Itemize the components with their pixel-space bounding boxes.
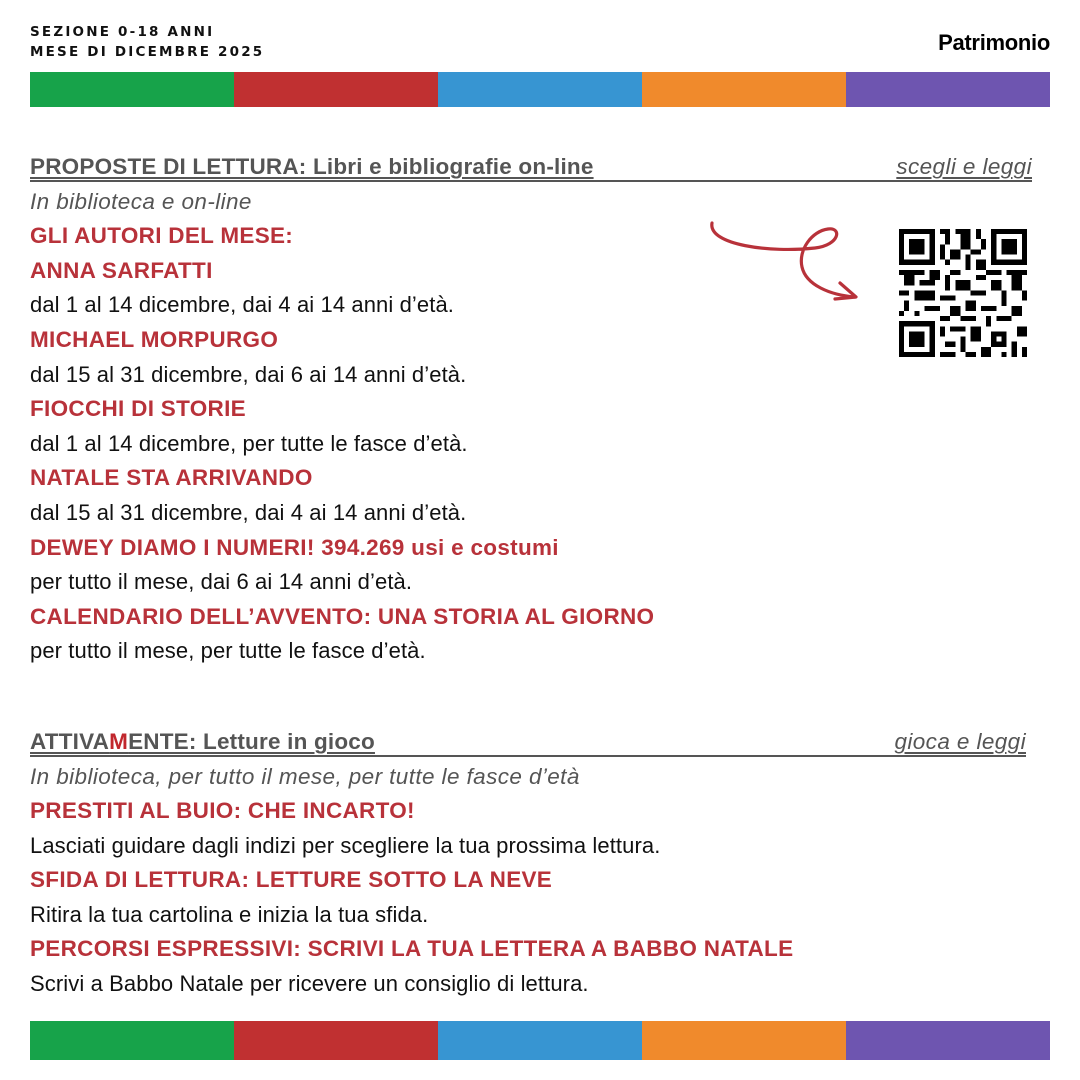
color-bar-orange (642, 1021, 846, 1060)
section-gap (30, 669, 1040, 725)
play-and-read-link[interactable]: gioca e leggi (894, 728, 1026, 754)
header-underline (30, 755, 1026, 757)
item-desc: dal 1 al 14 dicembre, dai 4 ai 14 anni d’età. (30, 292, 455, 318)
title-part: ENTE: Letture in gioco (128, 728, 375, 754)
color-bar-green (30, 1021, 234, 1060)
item-title: SFIDA DI LETTURA: LETTURE SOTTO LA NEVE (30, 867, 553, 893)
top-color-bar (30, 72, 1050, 107)
header-underline (30, 180, 1032, 182)
item-title: GLI AUTORI DEL MESE: (30, 223, 294, 249)
item-title: MICHAEL MORPURGO (30, 326, 279, 352)
color-bar-red (234, 72, 438, 107)
item-desc: dal 15 al 31 dicembre, dai 6 ai 14 anni d’età. (30, 361, 467, 387)
section-title: PROPOSTE DI LETTURA: Libri e bibliografie on-line (30, 154, 594, 179)
color-bar-red (234, 1021, 438, 1060)
brand-logo: Patrimonio (938, 30, 1050, 55)
color-bar-blue (438, 1021, 642, 1060)
item-desc: Scrivi a Babbo Natale per ricevere un consiglio di lettura. (30, 971, 589, 997)
item-desc: Ritira la tua cartolina e inizia la tua sfida. (30, 901, 429, 927)
qr-code-icon[interactable] (899, 229, 1027, 357)
item-title: CALENDARIO DELL’AVVENTO: UNA STORIA AL GIORNO (30, 603, 655, 629)
item-desc: dal 15 al 31 dicembre, dai 4 ai 14 anni d’età. (30, 499, 467, 525)
color-bar-purple (846, 1021, 1050, 1060)
kicker-age-section: SEZIONE 0-18 ANNI (30, 24, 215, 40)
choose-and-read-link[interactable]: scegli e leggi (896, 154, 1032, 179)
item-desc: per tutto il mese, dai 6 ai 14 anni d’età. (30, 569, 413, 595)
item-title: NATALE STA ARRIVANDO (30, 465, 313, 491)
title-part: ATTIVA (30, 728, 110, 754)
item-desc: Lasciati guidare dagli indizi per scegliere la tua prossima lettura. (30, 832, 661, 858)
title-highlight-letter: M (109, 728, 129, 754)
kicker-month: MESE DI DICEMBRE 2025 (30, 44, 265, 60)
bottom-color-bar (30, 1021, 1050, 1060)
item-desc: per tutto il mese, per tutte le fasce d’età. (30, 638, 426, 664)
item-title: ANNA SARFATTI (30, 257, 213, 283)
section-subtitle: In biblioteca, per tutto il mese, per tutte le fasce d’età (30, 763, 580, 789)
section-subtitle: In biblioteca e on-line (30, 188, 252, 214)
item-title: FIOCCHI DI STORIE (30, 396, 246, 422)
section-activities-header (30, 725, 1040, 760)
color-bar-purple (846, 72, 1050, 107)
item-title: PERCORSI ESPRESSIVI: SCRIVI LA TUA LETTERA A BABBO NATALE (30, 936, 794, 962)
color-bar-green (30, 72, 234, 107)
curly-arrow-icon (700, 215, 870, 310)
item-title: PRESTITI AL BUIO: CHE INCARTO! (30, 798, 415, 824)
color-bar-orange (642, 72, 846, 107)
color-bar-blue (438, 72, 642, 107)
section-reading-proposals-header (30, 150, 1040, 185)
item-desc: dal 1 al 14 dicembre, per tutte le fasce d’età. (30, 430, 468, 456)
item-title: DEWEY DIAMO I NUMERI! 394.269 usi e costumi (30, 534, 559, 560)
main-content (30, 150, 1040, 1002)
section-kicker (30, 22, 264, 62)
